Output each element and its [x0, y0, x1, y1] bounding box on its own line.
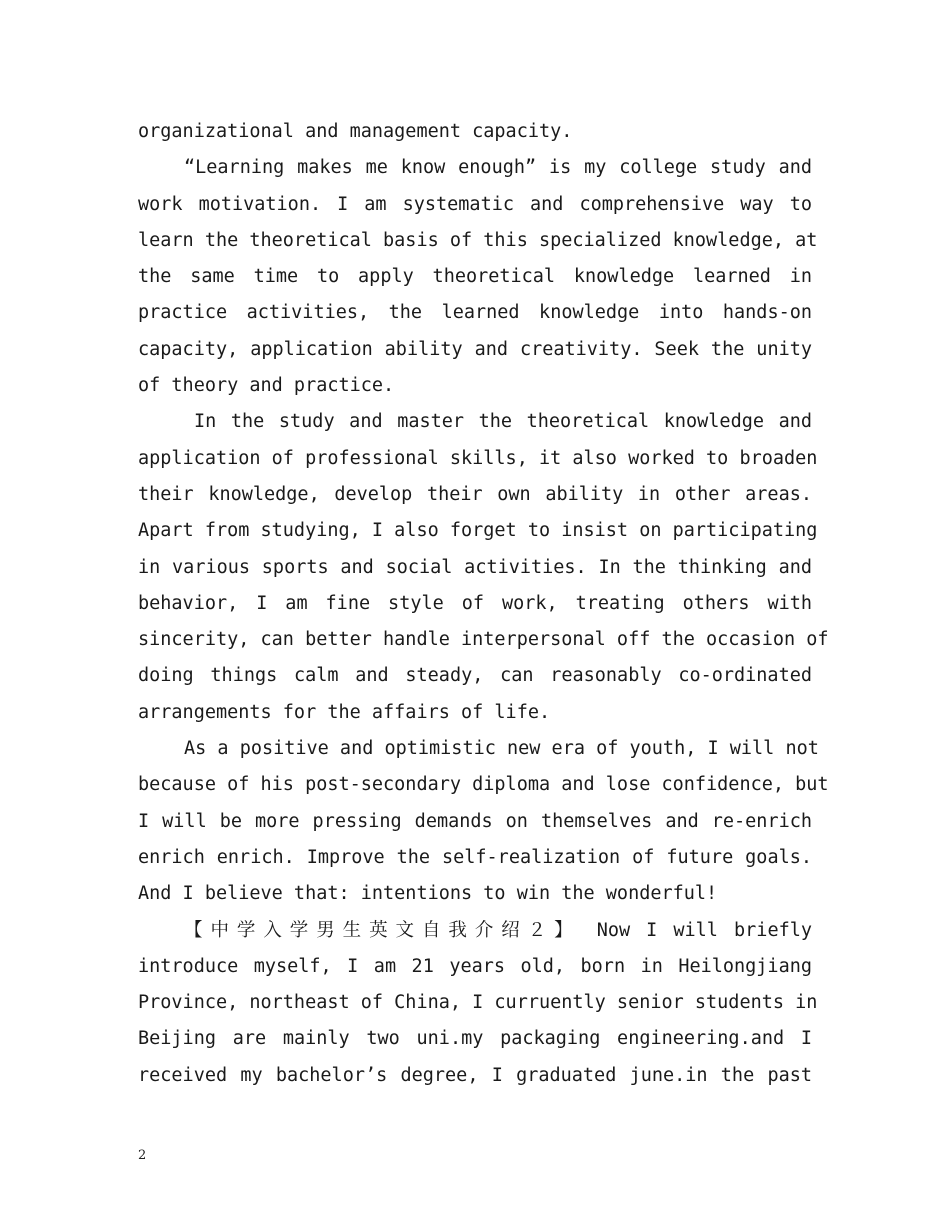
- section-heading-line: [138, 913, 812, 949]
- paragraph-first-line: As a positive and optimistic new era of youth, I will not: [184, 738, 819, 760]
- text-line: Now I will briefly: [596, 919, 812, 941]
- text-line: Apart from studying, I also forget to insist on participating: [138, 520, 818, 542]
- text-line: received my bachelor’s degree, I graduated june.in the past: [138, 1064, 812, 1086]
- text-line: sincerity, can better handle interpersonal off the occasion of: [138, 629, 829, 651]
- text-line: work motivation. I am systematic and comprehensive way to: [138, 193, 812, 215]
- text-line: because of his post-secondary diploma and lose confidence, but: [138, 774, 829, 796]
- page-number: 2: [138, 1148, 147, 1163]
- text-line: the same time to apply theoretical knowledge learned in: [138, 266, 812, 288]
- text-line: application of professional skills, it also worked to broaden: [138, 447, 818, 469]
- document-body: [138, 114, 829, 1094]
- section-heading: 【中学入学男生英文自我介绍２】: [184, 919, 581, 941]
- text-line: of theory and practice.: [138, 375, 395, 397]
- text-line: capacity, application ability and creativity. Seek the unity: [138, 338, 812, 360]
- paragraph-first-line: “Learning makes me know enough” is my college study and: [184, 157, 812, 179]
- text-line: organizational and management capacity.: [138, 121, 573, 142]
- text-line: behavior, I am fine style of work, treating others with: [138, 592, 812, 614]
- text-line: their knowledge, develop their own ability in other areas.: [138, 483, 812, 505]
- text-line: practice activities, the learned knowledge into hands-on: [138, 302, 812, 324]
- text-line: learn the theoretical basis of this specialized knowledge, at: [138, 229, 818, 251]
- text-line: Province, northeast of China, I curruently senior students in: [138, 992, 818, 1014]
- text-line: I will be more pressing demands on themselves and re-enrich: [138, 810, 812, 832]
- paragraph-first-line: In the study and master the theoretical knowledge and: [194, 411, 812, 433]
- text-line: arrangements for the affairs of life.: [138, 701, 551, 723]
- text-line: doing things calm and steady, can reasonably co-ordinated: [138, 665, 812, 687]
- text-line: Beijing are mainly two uni.my packaging engineering.and I: [138, 1028, 812, 1050]
- text-line: introduce myself, I am 21 years old, born in Heilongjiang: [138, 955, 812, 977]
- text-line: And I believe that: intentions to win the wonderful!: [138, 883, 718, 905]
- text-line: in various sports and social activities. In the thinking and: [138, 556, 812, 578]
- text-line: enrich enrich. Improve the self-realization of future goals.: [138, 846, 812, 868]
